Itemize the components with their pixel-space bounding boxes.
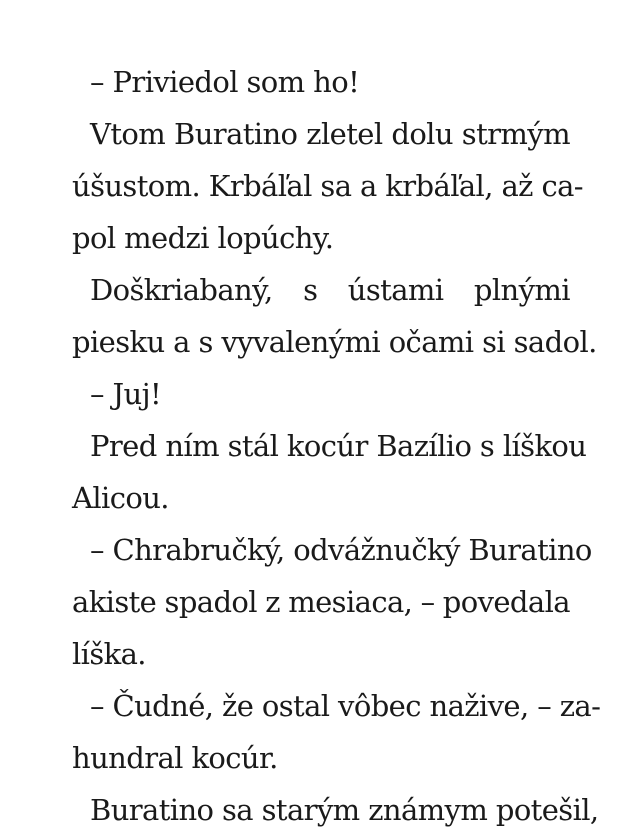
word: Doškriabaný, <box>90 273 273 307</box>
word: dolu <box>391 117 453 151</box>
word: s <box>303 273 318 307</box>
text-line <box>72 264 570 316</box>
text-line <box>72 576 570 628</box>
text-line: piesku a s vyvalenými očami si sadol. <box>72 325 597 359</box>
word: – <box>420 585 435 619</box>
text-line: líška. <box>72 637 146 671</box>
word: povedala <box>442 585 570 619</box>
text-line: Pred ním stál kocúr Bazílio s líškou <box>90 429 587 463</box>
text-line: Alicou. <box>72 481 169 515</box>
word: Buratino <box>174 117 298 151</box>
word: strmým <box>461 117 570 151</box>
text-line <box>72 108 570 160</box>
word: plnými <box>473 273 570 307</box>
text-line: – Čudné, že ostal vôbec nažive, – za- <box>90 689 601 723</box>
text-line: úšustom. Krbáľal sa a krbáľal, až ca- <box>72 169 583 203</box>
text-line: Buratino sa starým známym potešil, <box>90 793 599 827</box>
word: spadol <box>164 585 257 619</box>
word: Vtom <box>90 117 166 151</box>
word: ústami <box>347 273 444 307</box>
word: zletel <box>306 117 383 151</box>
text-line: pol medzi lopúchy. <box>72 221 334 255</box>
page-text <box>72 56 601 836</box>
word: mesiaca, <box>288 585 413 619</box>
word: akiste <box>72 585 157 619</box>
word: z <box>265 585 280 619</box>
text-line: – Priviedol som ho! <box>90 65 360 99</box>
text-line: – Chrabručký, odvážnučký Buratino <box>90 533 592 567</box>
text-line: hundral kocúr. <box>72 741 278 775</box>
text-line: – Juj! <box>90 377 162 411</box>
